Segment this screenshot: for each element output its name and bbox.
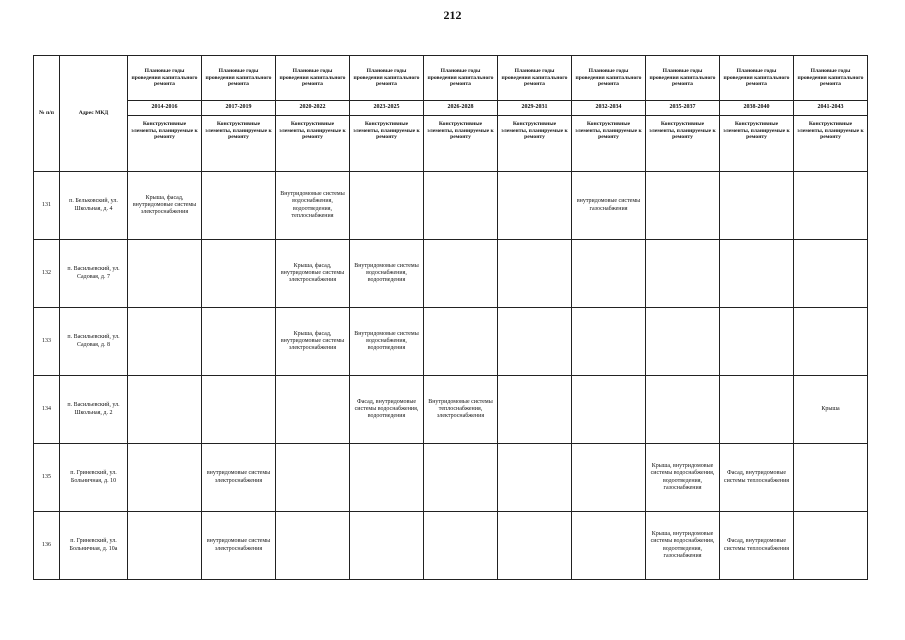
table-cell	[498, 444, 572, 512]
header-period: 2023-2025	[350, 101, 424, 116]
table-row	[34, 512, 868, 580]
header-planned: Плановые годы проведения капитального ремонта	[202, 56, 276, 101]
table-row	[34, 240, 868, 308]
row-number: 135	[34, 444, 60, 512]
table-cell	[572, 512, 646, 580]
table-cell	[646, 308, 720, 376]
table-cell	[498, 308, 572, 376]
header-period: 2026-2028	[424, 101, 498, 116]
page-number: 212	[443, 8, 462, 22]
header-period: 2038-2040	[720, 101, 794, 116]
table-cell: Крыша, фасад, внутридомовые системы электроснабжения	[128, 172, 202, 240]
header-elements: Конструктивные элементы, планируемые к ремонту	[128, 116, 202, 172]
table-cell	[202, 240, 276, 308]
table-cell	[572, 240, 646, 308]
table-cell: внутридомовые системы газоснабжения	[572, 172, 646, 240]
header-elements: Конструктивные элементы, планируемые к ремонту	[202, 116, 276, 172]
table-cell: Крыша, фасад, внутридомовые системы электроснабжения	[276, 308, 350, 376]
table-cell	[794, 240, 868, 308]
header-num: № п/п	[34, 56, 60, 172]
table-cell: Внутридомовые системы водоснабжения, водоотведения, теплоснабжения	[276, 172, 350, 240]
table-cell	[276, 376, 350, 444]
row-address: п. Бельковский, ул. Школьная, д. 4	[60, 172, 128, 240]
table-row	[34, 444, 868, 512]
table-cell	[424, 512, 498, 580]
header-planned: Плановые годы проведения капитального ремонта	[498, 56, 572, 101]
table-cell	[424, 240, 498, 308]
header-planned: Плановые годы проведения капитального ремонта	[572, 56, 646, 101]
table-cell	[720, 172, 794, 240]
table-cell	[202, 172, 276, 240]
header-period: 2029-2031	[498, 101, 572, 116]
table-cell	[350, 512, 424, 580]
table-cell	[350, 444, 424, 512]
header-planned: Плановые годы проведения капитального ремонта	[794, 56, 868, 101]
header-period: 2020-2022	[276, 101, 350, 116]
table-cell	[646, 172, 720, 240]
table-cell: Фасад, внутридомовые системы теплоснабжения	[720, 512, 794, 580]
table-row	[34, 376, 868, 444]
header-address: Адрес МКД	[60, 56, 128, 172]
row-address: п. Гриневский, ул. Больничная, д. 10	[60, 444, 128, 512]
header-period: 2014-2016	[128, 101, 202, 116]
table-cell	[720, 240, 794, 308]
header-period: 2041-2043	[794, 101, 868, 116]
table-cell	[424, 444, 498, 512]
table-cell	[498, 172, 572, 240]
table-cell: Крыша	[794, 376, 868, 444]
table-cell	[128, 512, 202, 580]
header-planned: Плановые годы проведения капитального ремонта	[276, 56, 350, 101]
table-cell: Внутридомовые системы водоснабжения, водоотведения	[350, 240, 424, 308]
row-number: 131	[34, 172, 60, 240]
header-row-periods	[34, 101, 868, 116]
header-elements: Конструктивные элементы, планируемые к ремонту	[572, 116, 646, 172]
table-cell: Крыша, внутридомовые системы водоснабжения, водоотведения, газоснабжения	[646, 512, 720, 580]
table-cell	[720, 376, 794, 444]
table-cell: внутридомовые системы электроснабжения	[202, 512, 276, 580]
table-cell	[498, 240, 572, 308]
header-planned: Плановые годы проведения капитального ремонта	[128, 56, 202, 101]
row-address: п. Васильевский, ул. Садовая, д. 8	[60, 308, 128, 376]
row-address: п. Гриневский, ул. Больничная, д. 10а	[60, 512, 128, 580]
row-address: п. Васильевский, ул. Школьная, д. 2	[60, 376, 128, 444]
table-cell	[794, 308, 868, 376]
table-cell	[202, 376, 276, 444]
table-cell	[646, 376, 720, 444]
table-cell	[424, 308, 498, 376]
header-period: 2032-2034	[572, 101, 646, 116]
table-cell	[350, 172, 424, 240]
table-cell: Крыша, внутридомовые системы водоснабжения, водоотведения, газоснабжения	[646, 444, 720, 512]
table-cell: Фасад, внутридомовые системы теплоснабжения	[720, 444, 794, 512]
table-cell	[128, 240, 202, 308]
table-cell	[498, 512, 572, 580]
row-address: п. Васильевский, ул. Садовая, д. 7	[60, 240, 128, 308]
header-period: 2017-2019	[202, 101, 276, 116]
table-cell: Фасад, внутридомовые системы водоснабжения, водоотведения	[350, 376, 424, 444]
header-row-elements	[34, 116, 868, 172]
table-cell	[276, 512, 350, 580]
table-cell	[572, 308, 646, 376]
table-cell	[128, 308, 202, 376]
header-period: 2035-2037	[646, 101, 720, 116]
table-cell	[794, 172, 868, 240]
table-cell: Внутридомовые системы водоснабжения, водоотведения	[350, 308, 424, 376]
header-elements: Конструктивные элементы, планируемые к ремонту	[646, 116, 720, 172]
table-cell	[572, 376, 646, 444]
header-row-planned	[34, 56, 868, 101]
header-planned: Плановые годы проведения капитального ремонта	[424, 56, 498, 101]
header-planned: Плановые годы проведения капитального ремонта	[350, 56, 424, 101]
table-cell	[572, 444, 646, 512]
table-cell: внутридомовые системы электроснабжения	[202, 444, 276, 512]
table-cell: Крыша, фасад, внутридомовые системы электроснабжения	[276, 240, 350, 308]
header-elements: Конструктивные элементы, планируемые к ремонту	[424, 116, 498, 172]
header-elements: Конструктивные элементы, планируемые к ремонту	[794, 116, 868, 172]
table-row	[34, 172, 868, 240]
header-planned: Плановые годы проведения капитального ремонта	[720, 56, 794, 101]
header-elements: Конструктивные элементы, планируемые к ремонту	[720, 116, 794, 172]
table-cell	[276, 444, 350, 512]
table-cell	[720, 308, 794, 376]
table-cell	[128, 376, 202, 444]
table-cell	[794, 512, 868, 580]
row-number: 134	[34, 376, 60, 444]
row-number: 133	[34, 308, 60, 376]
table-cell	[646, 240, 720, 308]
table-cell	[498, 376, 572, 444]
table-cell: Внутридомовые системы теплоснабжения, электроснабжения	[424, 376, 498, 444]
header-elements: Конструктивные элементы, планируемые к ремонту	[276, 116, 350, 172]
table-cell	[128, 444, 202, 512]
row-number: 132	[34, 240, 60, 308]
table-cell	[202, 308, 276, 376]
table-cell	[794, 444, 868, 512]
header-elements: Конструктивные элементы, планируемые к ремонту	[498, 116, 572, 172]
header-elements: Конструктивные элементы, планируемые к ремонту	[350, 116, 424, 172]
header-planned: Плановые годы проведения капитального ремонта	[646, 56, 720, 101]
repair-schedule-table	[33, 55, 868, 580]
row-number: 136	[34, 512, 60, 580]
table-row	[34, 308, 868, 376]
table-cell	[424, 172, 498, 240]
